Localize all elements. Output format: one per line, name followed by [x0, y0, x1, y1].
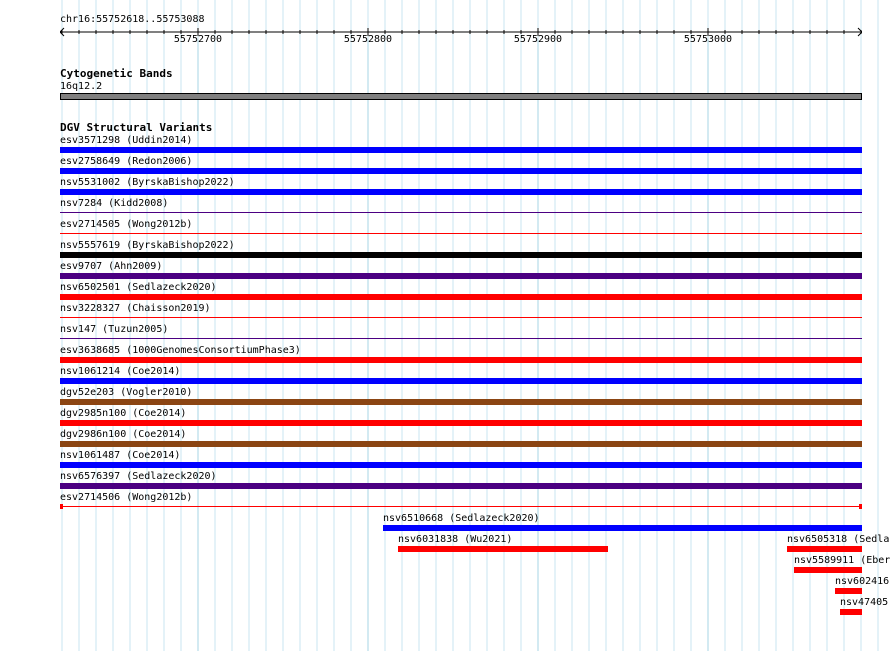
sv-feature-bar[interactable]: [60, 399, 862, 405]
feature-label: nsv5557619 (ByrskaBishop2022): [60, 240, 235, 251]
feature-label: esv3571298 (Uddin2014): [60, 135, 193, 146]
sv-feature-bar[interactable]: [60, 357, 862, 363]
dgv-track-title: DGV Structural Variants: [60, 121, 213, 134]
sv-feature-bar[interactable]: [60, 338, 862, 339]
sv-feature-bar[interactable]: [60, 506, 862, 507]
sv-feature-bar[interactable]: [60, 168, 862, 174]
sv-feature-bar[interactable]: [60, 462, 862, 468]
feature-label: nsv147 (Tuzun2005): [60, 324, 169, 335]
sv-feature-bar[interactable]: [60, 189, 862, 195]
feature-label: nsv6505318 (Sedla: [787, 534, 890, 545]
feature-label: nsv6510668 (Sedlazeck2020): [383, 513, 540, 524]
sv-feature-bar[interactable]: [794, 567, 862, 573]
feature-label: dgv2986n100 (Coe2014): [60, 429, 187, 440]
sv-feature-bar[interactable]: [840, 609, 862, 615]
feature-label: nsv6031838 (Wu2021): [398, 534, 513, 545]
feature-label: nsv3228327 (Chaisson2019): [60, 303, 211, 314]
sv-feature-bar[interactable]: [60, 273, 862, 279]
feature-label: nsv5589911 (Eber: [794, 555, 890, 566]
feature-label: dgv2985n100 (Coe2014): [60, 408, 187, 419]
sv-feature-bar[interactable]: [835, 588, 862, 594]
sv-feature-bar[interactable]: [60, 233, 862, 234]
feature-label: esv2714505 (Wong2012b): [60, 219, 193, 230]
feature-label: nsv7284 (Kidd2008): [60, 198, 169, 209]
ruler-range-label: chr16:55752618..55753088: [60, 14, 205, 25]
sv-feature-bar[interactable]: [60, 317, 862, 318]
cytoband-bar[interactable]: [60, 93, 862, 100]
ruler-tick-label: 55752700: [173, 34, 223, 45]
feature-label: nsv5531002 (ByrskaBishop2022): [60, 177, 235, 188]
feature-label: nsv6502501 (Sedlazeck2020): [60, 282, 217, 293]
sv-feature-bar[interactable]: [60, 441, 862, 447]
feature-label: nsv47405: [840, 597, 889, 608]
feature-label: nsv1061487 (Coe2014): [60, 450, 181, 461]
feature-label: esv2714506 (Wong2012b): [60, 492, 193, 503]
ruler-tick-label: 55753000: [683, 34, 733, 45]
ruler-tick-label: 55752800: [343, 34, 393, 45]
cytoband-label: 16q12.2: [60, 81, 103, 92]
sv-feature-bar[interactable]: [60, 420, 862, 426]
sv-feature-bar[interactable]: [398, 546, 608, 552]
feature-label: nsv6576397 (Sedlazeck2020): [60, 471, 217, 482]
ruler-tick-label: 55752900: [513, 34, 563, 45]
sv-feature-bar[interactable]: [60, 212, 862, 213]
feature-label: nsv602416: [835, 576, 890, 587]
sv-feature-bar[interactable]: [383, 525, 862, 531]
feature-label: nsv1061214 (Coe2014): [60, 366, 181, 377]
sv-feature-bar[interactable]: [60, 483, 862, 489]
sv-feature-bar[interactable]: [60, 252, 862, 258]
sv-feature-bar[interactable]: [787, 546, 862, 552]
feature-label: dgv52e203 (Vogler2010): [60, 387, 193, 398]
sv-feature-bar[interactable]: [60, 147, 862, 153]
sv-feature-bar[interactable]: [60, 378, 862, 384]
feature-label: esv3638685 (1000GenomesConsortiumPhase3): [60, 345, 301, 356]
sv-feature-bar[interactable]: [60, 294, 862, 300]
sv-feature-end-cap[interactable]: [60, 504, 63, 509]
sv-feature-end-cap[interactable]: [859, 504, 862, 509]
feature-label: esv9707 (Ahn2009): [60, 261, 163, 272]
feature-label: esv2758649 (Redon2006): [60, 156, 193, 167]
cytoband-track-title: Cytogenetic Bands: [60, 67, 173, 80]
